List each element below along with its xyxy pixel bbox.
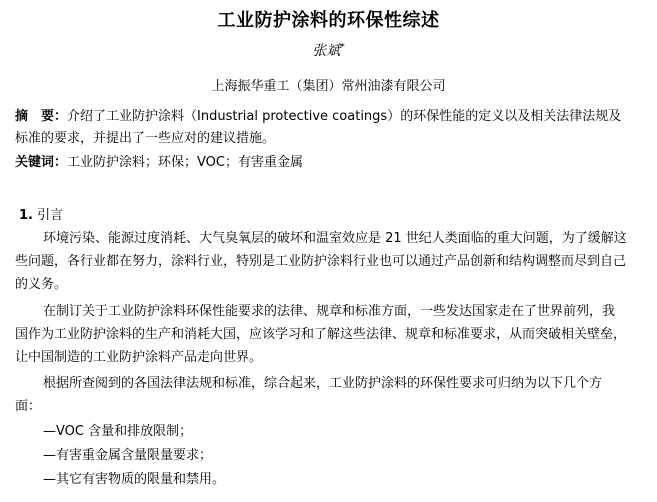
- keywords: [15, 152, 627, 174]
- abstract-text: 介绍了工业防护涂料（Industrial protective coatings）的环保性能的定义以及相关法律法规及标准的要求，并提出了一些应对的建议措施。: [15, 109, 622, 146]
- body-paragraph: 环境污染、能源过度消耗、大气臭氧层的破坏和温室效应是 21 世纪人类面临的重大问题，为了缓解这些问题，各行业都在努力，涂料行业，特别是工业防护涂料行业也可以通过产品创新和结构调整而尽到自己的义务。: [15, 231, 627, 292]
- body-paragraph: 在制订关于工业防护涂料环保性能要求的法律、规章和标准方面，一些发达国家走在了世界前列，我国作为工业防护涂料的生产和消耗大国，应该学习和了解这些法律、规章和标准要求，从而突破相关壁垒，让中国制造的工业防护涂料产品走向世界。: [15, 304, 627, 365]
- keywords-text: 工业防护涂料；环保；VOC；有害重金属: [67, 155, 303, 170]
- keywords-label: 关键词：: [15, 155, 68, 170]
- author-affiliation: 上海振华重工（集团）常州油漆有限公司: [211, 79, 446, 94]
- list-item: —有害重金属含量限量要求；: [43, 448, 213, 463]
- section-number: 1.: [19, 208, 33, 223]
- list-item: —VOC 含量和排放限制；: [43, 424, 193, 439]
- author-name: 张斌: [312, 43, 341, 59]
- abstract: [15, 106, 627, 150]
- section-title: 引言: [37, 208, 64, 223]
- body-paragraph: 根据所查阅到的各国法律法规和标准，综合起来，工业防护涂料的环保性要求可归纳为以下几个方面：: [15, 376, 603, 414]
- abstract-label: 摘 要：: [15, 109, 68, 124]
- author-footnote-mark: *: [340, 42, 345, 53]
- section-heading-introduction: [19, 204, 63, 223]
- list-item: —其它有害物质的限量和禁用。: [43, 472, 226, 487]
- paper-title: 工业防护涂料的环保性综述: [217, 10, 440, 31]
- author-line: [0, 40, 657, 60]
